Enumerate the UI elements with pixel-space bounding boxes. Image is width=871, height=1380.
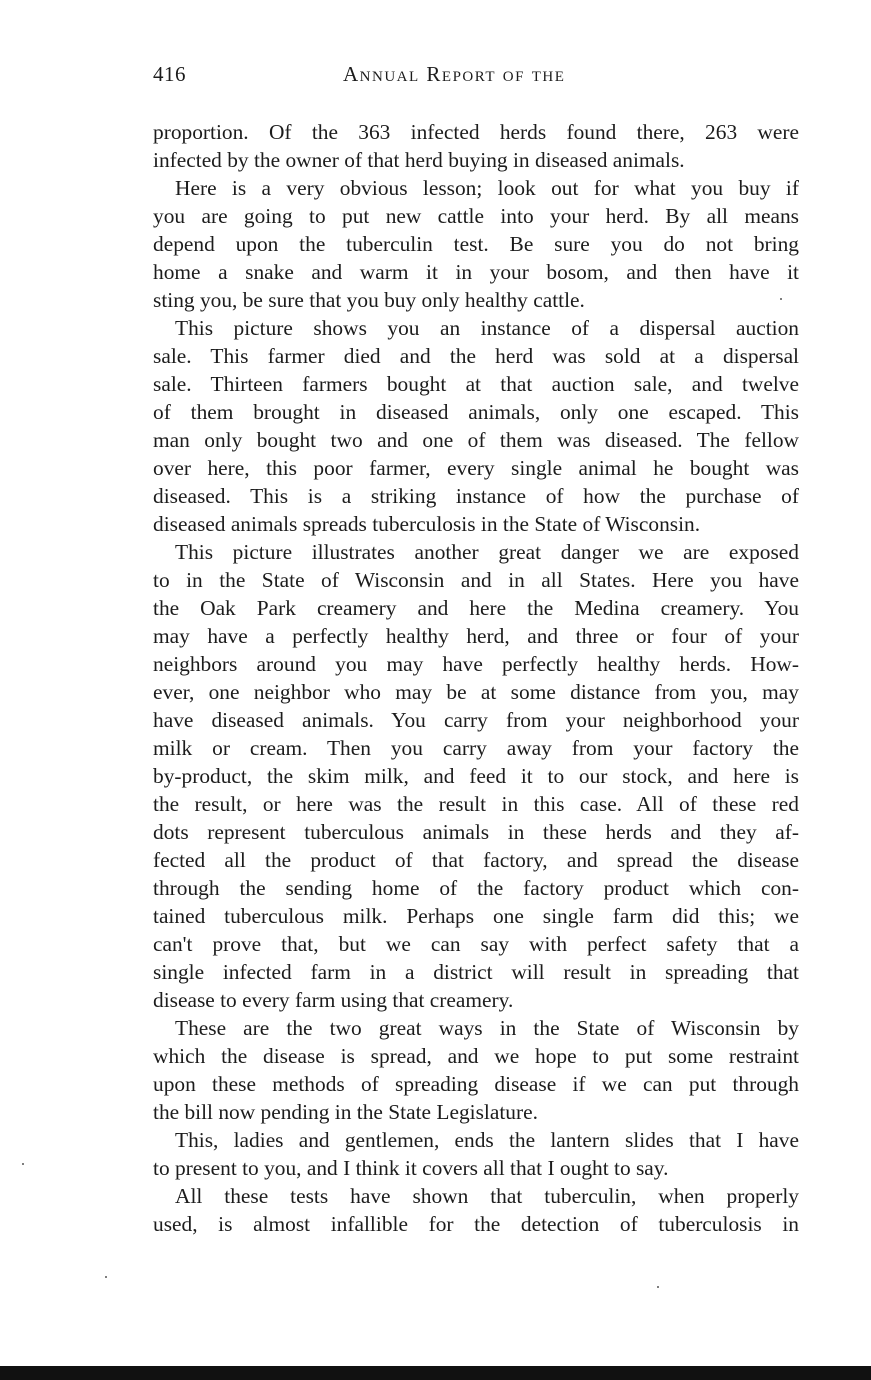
- text-line: of them brought in diseased animals, only one escaped. This: [153, 400, 799, 424]
- text-line: to present to you, and I think it covers all that I ought to say.: [153, 1156, 669, 1180]
- running-head: Annual Report of the: [343, 62, 566, 86]
- text-line: diseased. This is a striking instance of how the purchase of: [153, 484, 799, 508]
- text-line: milk or cream. Then you carry away from your factory the: [153, 736, 799, 760]
- text-line: upon these methods of spreading disease if we can put through: [153, 1072, 799, 1096]
- text-line: the result, or here was the result in this case. All of these red: [153, 792, 799, 816]
- text-line: sale. This farmer died and the herd was sold at a dispersal: [153, 344, 799, 368]
- text-line: over here, this poor farmer, every single animal he bought was: [153, 456, 799, 480]
- scan-speck: [105, 1276, 107, 1278]
- text-line: neighbors around you may have perfectly healthy herds. How-: [153, 652, 799, 676]
- scan-speck: [657, 1286, 659, 1288]
- text-line: by-product, the skim milk, and feed it to our stock, and here is: [153, 764, 799, 788]
- text-line: Here is a very obvious lesson; look out for what you buy if: [175, 176, 799, 200]
- scan-speck: [22, 1163, 24, 1165]
- text-line: the bill now pending in the State Legislature.: [153, 1100, 538, 1124]
- text-line: This, ladies and gentlemen, ends the lantern slides that I have: [175, 1128, 799, 1152]
- text-line: depend upon the tuberculin test. Be sure you do not bring: [153, 232, 799, 256]
- text-line: tained tuberculous milk. Perhaps one single farm did this; we: [153, 904, 799, 928]
- text-line: All these tests have shown that tuberculin, when properly: [175, 1184, 799, 1208]
- text-line: disease to every farm using that creamery.: [153, 988, 514, 1012]
- text-line: to in the State of Wisconsin and in all States. Here you have: [153, 568, 799, 592]
- page-number: 416: [153, 62, 186, 86]
- text-line: used, is almost infallible for the detection of tuberculosis in: [153, 1212, 799, 1236]
- text-line: through the sending home of the factory product which con-: [153, 876, 799, 900]
- text-line: single infected farm in a district will result in spreading that: [153, 960, 799, 984]
- scan-edge-bar: [0, 1366, 871, 1380]
- text-line: infected by the owner of that herd buying in diseased animals.: [153, 148, 685, 172]
- text-line: the Oak Park creamery and here the Medina creamery. You: [153, 596, 799, 620]
- text-line: diseased animals spreads tuberculosis in the State of Wisconsin.: [153, 512, 701, 536]
- text-line: This picture illustrates another great danger we are exposed: [175, 540, 799, 564]
- page-header: [153, 62, 799, 92]
- text-line: dots represent tuberculous animals in these herds and they af-: [153, 820, 799, 844]
- text-line: have diseased animals. You carry from your neighborhood your: [153, 708, 799, 732]
- text-line: sale. Thirteen farmers bought at that auction sale, and twelve: [153, 372, 799, 396]
- text-line: home a snake and warm it in your bosom, and then have it: [153, 260, 799, 284]
- text-line: fected all the product of that factory, and spread the disease: [153, 848, 799, 872]
- text-line: man only bought two and one of them was diseased. The fellow: [153, 428, 799, 452]
- text-line: you are going to put new cattle into your herd. By all means: [153, 204, 799, 228]
- text-line: proportion. Of the 363 infected herds found there, 263 were: [153, 120, 799, 144]
- text-line: sting you, be sure that you buy only healthy cattle.: [153, 288, 585, 312]
- scan-speck: [780, 298, 782, 300]
- text-line: These are the two great ways in the State of Wisconsin by: [175, 1016, 799, 1040]
- text-line: This picture shows you an instance of a dispersal auction: [175, 316, 799, 340]
- text-line: which the disease is spread, and we hope to put some restraint: [153, 1044, 799, 1068]
- text-line: ever, one neighbor who may be at some distance from you, may: [153, 680, 799, 704]
- text-line: may have a perfectly healthy herd, and three or four of your: [153, 624, 799, 648]
- text-line: can't prove that, but we can say with perfect safety that a: [153, 932, 799, 956]
